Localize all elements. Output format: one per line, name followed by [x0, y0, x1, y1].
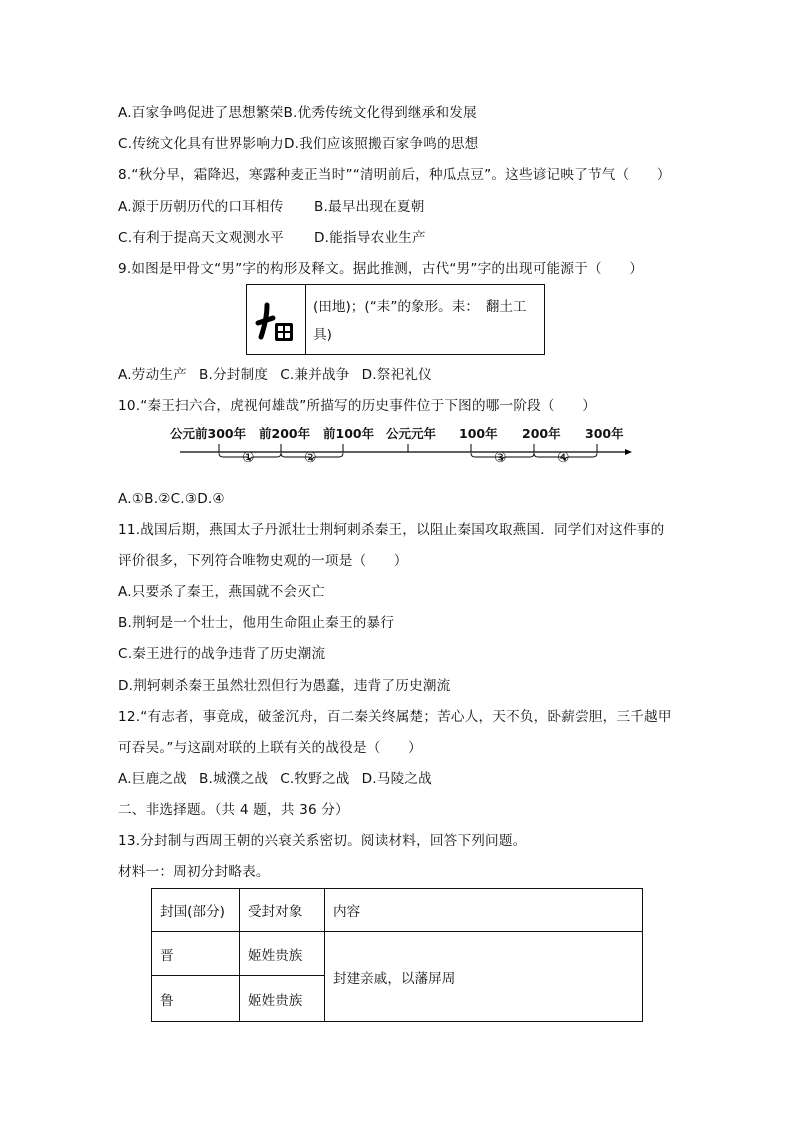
q9-option-b: B.分封制度 — [198, 367, 269, 383]
table-cell-merged: 封建亲戚，以藩屏周 — [325, 932, 643, 1022]
table-header-cell: 受封对象 — [240, 889, 325, 932]
fief-table — [151, 888, 643, 1022]
timeline-segment-4: ④ — [557, 450, 570, 466]
q11-option-c: C.秦王进行的战争违背了历史潮流 — [118, 646, 326, 662]
timeline-label: 300年 — [585, 426, 624, 441]
q8-option-b: B.最早出现在夏朝 — [314, 199, 425, 215]
timeline-label: 公元前300年 — [170, 426, 247, 441]
table-header-cell: 封国(部分) — [152, 889, 240, 932]
oracle-nan-glyph-image — [247, 285, 305, 354]
q9-options — [118, 366, 444, 384]
q8-option-c: C.有利于提高天文观测水平 — [118, 230, 284, 246]
q8-options-cd — [118, 229, 426, 247]
oracle-glyph-table — [246, 284, 545, 355]
q8-options-ab — [118, 198, 425, 216]
timeline-label: 200年 — [522, 426, 561, 441]
q12-option-c: C.牧野之战 — [280, 771, 350, 787]
q12-option-b: B.城濮之战 — [198, 771, 269, 787]
q9-stem: 9.如图是甲骨文“男”字的构形及释文。据此推测，古代“男”字的出现可能源于（ ） — [118, 261, 644, 277]
table-cell: 姬姓贵族 — [240, 976, 325, 1022]
timeline-label: 前200年 — [259, 426, 311, 441]
table-row — [152, 932, 643, 976]
q8-option-d: D.能指导农业生产 — [314, 230, 426, 246]
q11-option-b: B.荆轲是一个壮士，他用生命阻止秦王的暴行 — [118, 615, 395, 631]
timeline-segment-3: ③ — [494, 450, 507, 466]
q12-option-d: D.马陵之战 — [361, 771, 432, 787]
timeline-label: 100年 — [459, 426, 498, 441]
q7-options-ab: A.百家争鸣促进了思想繁荣B.优秀传统文化得到继承和发展 — [118, 105, 477, 121]
oracle-glyph-cell — [247, 285, 306, 354]
q12-option-a: A.巨鹿之战 — [118, 771, 187, 787]
section-two-heading: 二、非选择题。（共 4 题，共 36 分） — [118, 802, 349, 818]
q8-stem: 8.“秋分早，霜降迟，寒露种麦正当时”“清明前后，种瓜点豆”。这些谚记映了节气（ ） — [118, 167, 671, 183]
q12-stem-line1: 12.“有志者，事竟成，破釜沉舟，百二秦关终属楚；苦心人，天不负，卧薪尝胆，三千越甲 — [118, 709, 672, 725]
q9-option-a: A.劳动生产 — [118, 367, 187, 383]
q13-stem: 13.分封制与西周王朝的兴衰关系密切。阅读材料，回答下列问题。 — [118, 833, 527, 849]
q13-material-one: 材料一：周初分封略表。 — [118, 864, 270, 880]
q11-stem-line1: 11.战国后期，燕国太子丹派壮士荆轲刺杀秦王，以阻止秦国攻取燕国．同学们对这件事的 — [118, 522, 665, 538]
q11-option-a: A.只要杀了秦王，燕国就不会灭亡 — [118, 584, 325, 600]
timeline-figure — [170, 420, 640, 482]
q11-option-d: D.荆轲刺杀秦王虽然壮烈但行为愚蠢，违背了历史潮流 — [118, 678, 451, 694]
timeline-label: 前100年 — [323, 426, 375, 441]
q12-options — [118, 770, 444, 788]
table-cell: 鲁 — [152, 976, 240, 1022]
q10-options: A.①B.②C.③D.④ — [118, 491, 225, 507]
timeline-segment-2: ② — [304, 450, 317, 466]
timeline-segment-1: ① — [242, 450, 255, 466]
timeline-label: 公元元年 — [386, 426, 437, 441]
q10-stem: 10.“秦王扫六合，虎视何雄哉”所描写的历史事件位于下图的哪一阶段（ ） — [118, 398, 597, 414]
oracle-glyph-explanation: (田地)；(“耒”的象形。耒： 翻土工具) — [313, 299, 527, 343]
q12-stem-line2: 可吞吴。”与这副对联的上联有关的战役是（ ） — [118, 740, 422, 756]
q7-options-cd: C.传统文化具有世界影响力D.我们应该照搬百家争鸣的思想 — [118, 136, 479, 152]
q11-stem-line2: 评价很多，下列符合唯物史观的一项是（ ） — [118, 553, 408, 569]
table-header-cell: 内容 — [325, 889, 643, 932]
table-cell: 姬姓贵族 — [240, 932, 325, 976]
table-header-row — [152, 889, 643, 932]
q9-option-c: C.兼并战争 — [280, 367, 350, 383]
q9-option-d: D.祭祀礼仪 — [361, 367, 432, 383]
table-cell: 晋 — [152, 932, 240, 976]
q8-option-a: A.源于历朝历代的口耳相传 — [118, 199, 284, 215]
